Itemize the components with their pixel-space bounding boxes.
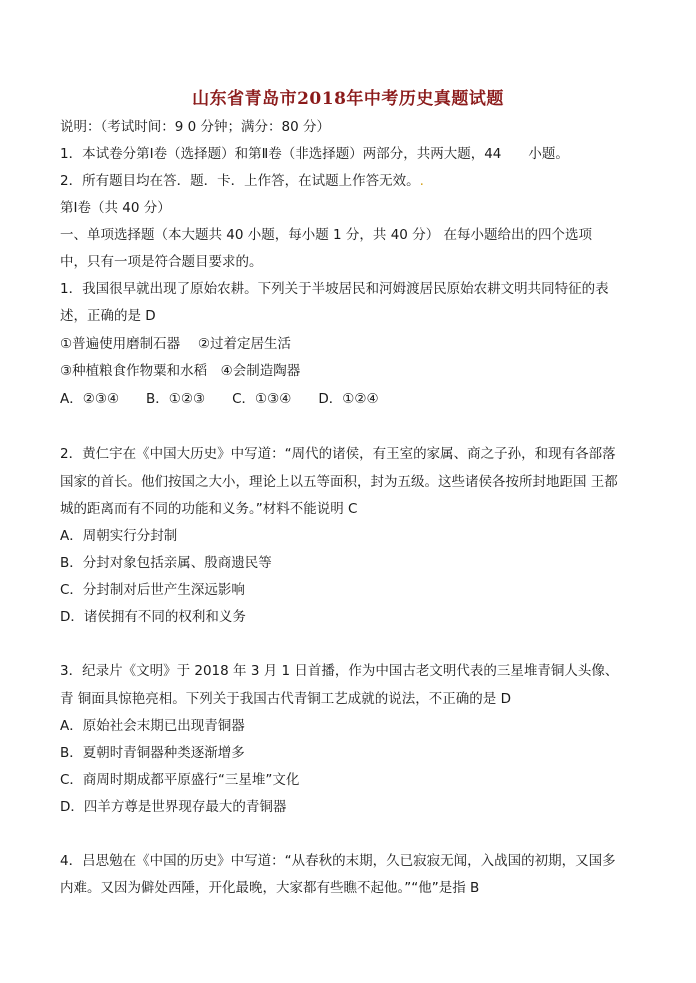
question-2-stem-end: 城的距离而有不同的功能和义务。”材料不能说明 C (60, 501, 358, 517)
instructions-header: 说明：（考试时间：9 0 分钟；满分：80 分） (60, 119, 330, 135)
question-4-stem: 4．吕思勉在《中国的历史》中写道：“从春秋的末期，久已寂寂无闻，入战国的初期，又国多 (60, 853, 616, 869)
question-1-options: A．②③④ B．①②③ C．①③④ D．①②④ (60, 391, 379, 407)
question-2-option-d: D．诸侯拥有不同的权利和义务 (60, 609, 246, 625)
instruction-1: 1．本试卷分第Ⅰ卷（选择题）和第Ⅱ卷（非选择题）两部分，共两大题，44 小题。 (60, 146, 569, 162)
page-title: 山东省青岛市2018年中考历史真题试题 (192, 89, 504, 109)
question-3-stem: 3．纪录片《文明》于 2018 年 3 月 1 日首播，作为中国古老文明代表的三星堆青铜人头像、 (60, 663, 619, 679)
question-3-stem-cont: 青 铜面具惊艳亮相。下列关于我国古代青铜工艺成就的说法，不正确的是 D (60, 691, 511, 707)
stray-mark: . (419, 173, 424, 189)
question-3-option-d: D．四羊方尊是世界现存最大的青铜器 (60, 799, 287, 815)
question-2-option-a: A．周朝实行分封制 (60, 528, 178, 544)
question-2-option-b: B．分封对象包括亲属、殷商遗民等 (60, 555, 272, 571)
instruction-2: 2．所有题目均在答．题．卡．上作答，在试题上作答无效。. (60, 173, 424, 189)
question-1-items-a: ①普遍使用磨制石器 ②过着定居生活 (60, 336, 291, 352)
section-description: 一、单项选择题（本大题共 40 小题，每小题 1 分，共 40 分） 在每小题给出的四个选项 (60, 227, 592, 243)
question-1-items-b: ③种植粮食作物粟和水稻 ④会制造陶器 (60, 363, 301, 379)
question-3-option-b: B．夏朝时青铜器种类逐渐增多 (60, 745, 245, 761)
question-4-stem-cont: 内难。又因为僻处西陲，开化最晚，大家都有些瞧不起他。”“他”是指 B (60, 880, 480, 896)
question-1-stem-cont: 述，正确的是 D (60, 308, 156, 324)
question-1-stem: 1．我国很早就出现了原始农耕。下列关于半坡居民和河姆渡居民原始农耕文明共同特征的表 (60, 281, 609, 297)
section-heading: 第Ⅰ卷（共 40 分） (60, 200, 171, 216)
question-2-stem: 2．黄仁宇在《中国大历史》中写道：“周代的诸侯，有王室的家属、商之子孙，和现有各部落 (60, 446, 616, 462)
question-2-stem-cont: 国家的首长。他们按国之大小，理论上以五等面积，封为五级。这些诸侯各按所封地距国 王都 (60, 474, 618, 490)
question-2-option-c: C．分封制对后世产生深远影响 (60, 582, 245, 598)
section-description-cont: 中，只有一项是符合题目要求的。 (60, 254, 263, 270)
question-3-option-a: A．原始社会末期已出现青铜器 (60, 718, 245, 734)
question-3-option-c: C．商周时期成都平原盛行“三星堆”文化 (60, 772, 300, 788)
